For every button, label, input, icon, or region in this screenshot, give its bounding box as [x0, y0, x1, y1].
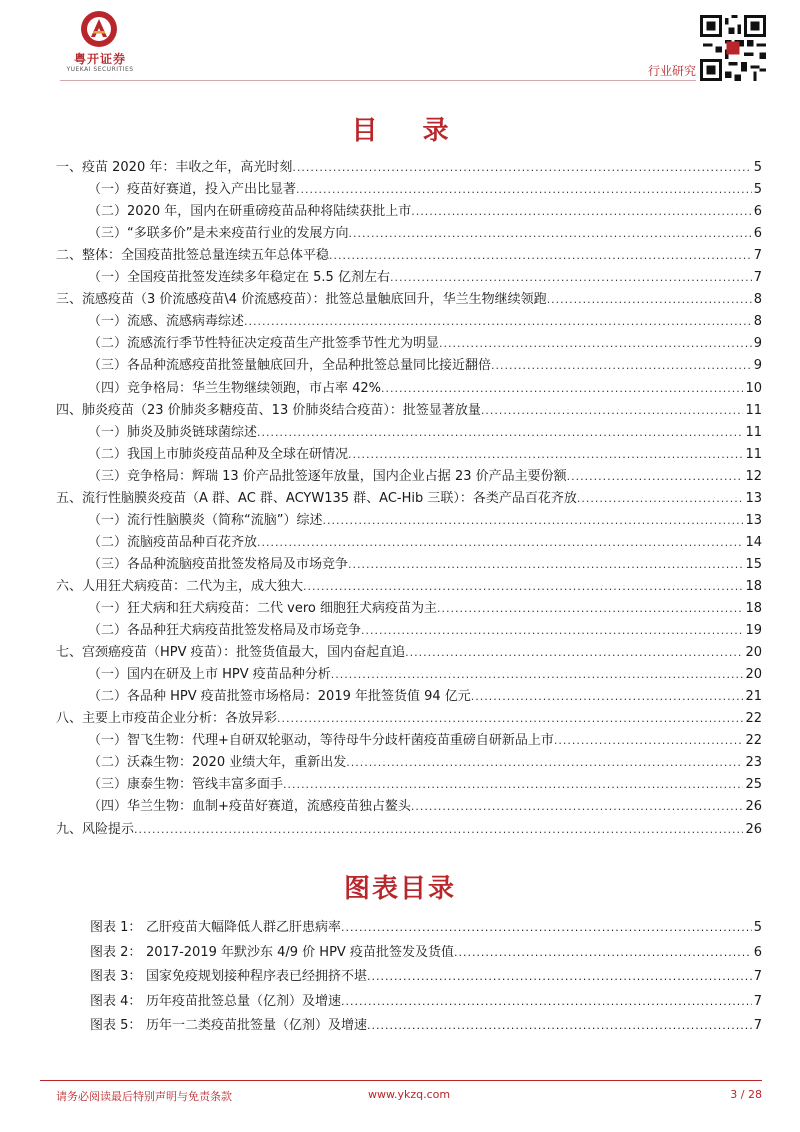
- toc-entry-label: （一）智飞生物：代理+自研双轮驱动，等待母牛分歧杆菌疫苗重磅自研新品上市: [88, 733, 554, 749]
- toc-entry-page: 23: [745, 755, 762, 771]
- toc-entry-page: 6: [753, 226, 762, 242]
- toc-entry-page: 21: [745, 689, 762, 705]
- figure-entry[interactable]: [90, 1014, 762, 1034]
- toc-entry-label: （三）竞争格局：辉瑞 13 价产品批签逐年放量，国内企业占据 23 价产品主要份额: [88, 468, 567, 484]
- toc-entry-label: （二）各品种 HPV 疫苗批签市场格局：2019 年批签货值 94 亿元: [88, 689, 471, 705]
- figure-label: 历年疫苗批签总量（亿剂）及增速: [146, 993, 342, 1009]
- toc-entry-page: 14: [745, 534, 762, 550]
- toc-entry-page: 13: [745, 490, 762, 506]
- toc-entry-page: 19: [745, 623, 762, 639]
- toc-entry-page: 11: [745, 402, 762, 418]
- toc-leader-dots: [491, 358, 752, 374]
- figures-title: 图表目录: [343, 874, 456, 904]
- toc-entry[interactable]: [56, 487, 762, 507]
- toc-entry[interactable]: [88, 531, 762, 551]
- footer-disclaimer: 请务必阅读最后特别声明与免责条款: [56, 1090, 232, 1103]
- figure-leader-dots: [341, 920, 752, 936]
- figure-number: 图表 4：: [90, 993, 142, 1009]
- figure-number: 图表 2：: [90, 944, 142, 960]
- toc-leader-dots: [554, 733, 744, 749]
- toc-entry-label: （三）各品种流感疫苗批签量触底回升，全品种批签总量同比接近翻倍: [88, 358, 492, 374]
- toc-leader-dots: [390, 270, 752, 286]
- toc-entry[interactable]: [88, 773, 762, 793]
- toc-leader-dots: [283, 777, 743, 793]
- toc-entry-page: 11: [745, 446, 762, 462]
- toc-entry-page: 22: [745, 711, 762, 727]
- toc-leader-dots: [348, 557, 743, 573]
- toc-entry-page: 12: [745, 468, 762, 484]
- figure-leader-dots: [454, 945, 752, 961]
- toc-entry-page: 26: [745, 821, 762, 837]
- toc-leader-dots: [411, 799, 744, 815]
- toc-entry-label: （一）国内在研及上市 HPV 疫苗品种分析: [88, 667, 331, 683]
- toc-entry-label: （一）流感、流感病毒综述: [88, 314, 245, 330]
- toc-entry-label: （三）康泰生物：管线丰富多面手: [88, 777, 284, 793]
- header-divider: [60, 80, 696, 81]
- page-header: [0, 0, 800, 90]
- toc-entry[interactable]: [56, 244, 762, 264]
- figure-leader-dots: [341, 994, 752, 1010]
- toc-entry-label: （一）流行性脑膜炎（简称“流脑”）综述: [88, 512, 323, 528]
- toc-entry-label: 三、流感疫苗（3 价流感疫苗\4 价流感疫苗）：批签总量触底回升，华兰生物继续领跑: [56, 292, 547, 308]
- figure-page: 6: [753, 944, 762, 960]
- toc-entry[interactable]: [56, 288, 762, 308]
- figure-page: 5: [753, 920, 762, 935]
- company-logo: [60, 10, 140, 74]
- toc-entry-page: 20: [745, 645, 762, 661]
- toc-entry-page: 11: [745, 424, 762, 440]
- toc-entry-label: （二）沃森生物：2020 业绩大年，重新出发: [88, 755, 347, 771]
- toc-entry-page: 7: [753, 248, 762, 264]
- toc-leader-dots: [296, 182, 752, 198]
- toc-entry[interactable]: [88, 663, 762, 683]
- brand-name-en: YUEKAI SECURITIES: [66, 66, 134, 73]
- toc-entry[interactable]: [88, 222, 762, 242]
- toc-entry-label: 二、整体：全国疫苗批签总量连续五年总体平稳: [56, 248, 330, 264]
- brand-name-cn: 粤开证券: [73, 52, 126, 66]
- toc-entry-label: 九、风险提示: [56, 821, 135, 837]
- toc-entry-label: （三）各品种流脑疫苗批签发格局及市场竞争: [88, 556, 349, 572]
- toc-entry-page: 18: [745, 578, 762, 594]
- figure-label: 2017-2019 年默沙东 4/9 价 HPV 疫苗批签发及货值: [146, 944, 454, 960]
- toc-leader-dots: [331, 667, 744, 683]
- toc-entry[interactable]: [88, 332, 762, 352]
- toc-entry-page: 22: [745, 733, 762, 749]
- toc-entry[interactable]: [88, 465, 762, 485]
- footer-divider: [40, 1080, 762, 1081]
- figure-page: 7: [753, 969, 762, 985]
- toc-entry[interactable]: [88, 421, 762, 441]
- figure-page: 7: [753, 993, 762, 1009]
- toc-leader-dots: [439, 336, 752, 352]
- footer-website: www.ykzq.com: [368, 1088, 451, 1101]
- toc-entry-page: 5: [753, 160, 762, 175]
- toc-leader-dots: [381, 381, 743, 397]
- toc-entry-page: 10: [745, 380, 762, 396]
- toc-entry-page: 8: [753, 314, 762, 330]
- figure-entry[interactable]: [90, 990, 762, 1010]
- toc-leader-dots: [244, 314, 752, 330]
- toc-leader-dots: [329, 248, 752, 264]
- toc-entry-label: （二）我国上市肺炎疫苗品种及全球在研情况: [88, 446, 349, 462]
- toc-entry-page: 18: [745, 601, 762, 616]
- toc-entry[interactable]: [88, 751, 762, 771]
- toc-leader-dots: [303, 579, 743, 595]
- toc-entry-label: （一）全国疫苗批签发连续多年稳定在 5.5 亿剂左右: [88, 270, 390, 286]
- toc-entry-label: 五、流行性脑膜炎疫苗（A 群、AC 群、ACYW135 群、AC-Hib 三联）：各类产品百花齐放: [56, 490, 577, 506]
- toc-entry[interactable]: [88, 310, 762, 330]
- toc-leader-dots: [257, 535, 743, 551]
- report-type-label: 行业研究: [647, 64, 696, 78]
- toc-leader-dots: [348, 226, 751, 242]
- toc-entry-label: 四、肺炎疫苗（23 价肺炎多糖疫苗、13 价肺炎结合疫苗）：批签显著放量: [56, 402, 481, 418]
- toc-entry-label: 七、宫颈癌疫苗（HPV 疫苗）：批签货值最大，国内奋起直追: [56, 645, 406, 661]
- logo-mark-icon: [80, 10, 118, 48]
- toc-entry[interactable]: [88, 443, 762, 463]
- toc-entry-page: 26: [745, 799, 762, 815]
- toc-leader-dots: [567, 469, 744, 485]
- toc-entry-label: （二）流脑疫苗品种百花齐放: [88, 534, 258, 550]
- toc-entry-label: （二）2020 年，国内在研重磅疫苗品种将陆续获批上市: [88, 204, 412, 220]
- toc-entry-label: （二）流感流行季节性特征决定疫苗生产批签季节性尤为明显: [88, 336, 440, 352]
- toc-leader-dots: [257, 425, 743, 441]
- toc-entry[interactable]: [88, 509, 762, 529]
- toc-entry[interactable]: [56, 156, 762, 176]
- toc-entry[interactable]: [56, 575, 762, 595]
- toc-entry-page: 13: [745, 512, 762, 528]
- toc-entry-page: 7: [753, 270, 762, 286]
- toc-entry-label: 一、疫苗 2020 年：丰收之年，高光时刻: [56, 160, 293, 175]
- toc-entry[interactable]: [56, 641, 762, 661]
- qr-code-icon: [700, 15, 766, 81]
- toc-entry-label: 八、主要上市疫苗企业分析：各放异彩: [56, 711, 278, 727]
- toc-entry[interactable]: [56, 818, 762, 838]
- toc-leader-dots: [292, 160, 751, 176]
- figure-entry[interactable]: [90, 916, 762, 936]
- toc-entry[interactable]: [88, 200, 762, 220]
- toc-entry[interactable]: [88, 178, 762, 198]
- toc-entry-label: （四）华兰生物：血制+疫苗好赛道，流感疫苗独占鳌头: [88, 799, 411, 815]
- toc-entry-label: （一）狂犬病和狂犬病疫苗：二代 vero 细胞狂犬病疫苗为主: [88, 601, 437, 616]
- toc-leader-dots: [411, 204, 752, 220]
- toc-leader-dots: [405, 645, 743, 661]
- toc-leader-dots: [437, 601, 743, 617]
- toc-title: 目 录: [351, 116, 467, 146]
- toc-entry-label: 六、人用狂犬病疫苗：二代为主，成大独大: [56, 578, 304, 594]
- figure-page: 7: [753, 1018, 762, 1034]
- toc-entry-label: （一）疫苗好赛道，投入产出比显著: [88, 182, 297, 198]
- toc-leader-dots: [322, 513, 743, 529]
- toc-entry-label: （二）各品种狂犬病疫苗批签发格局及市场竞争: [88, 623, 362, 639]
- toc-entry[interactable]: [56, 399, 762, 419]
- toc-entry[interactable]: [88, 795, 762, 815]
- toc-entry-page: 20: [745, 667, 762, 683]
- toc-entry-page: 5: [753, 182, 762, 198]
- toc-entry-page: 9: [753, 336, 762, 352]
- toc-leader-dots: [348, 447, 743, 463]
- toc-leader-dots: [547, 292, 752, 308]
- toc-entry-label: （三）“多联多价”是未来疫苗行业的发展方向: [88, 226, 349, 242]
- toc-entry[interactable]: [88, 685, 762, 705]
- toc-entry[interactable]: [88, 597, 762, 617]
- toc-entry[interactable]: [88, 553, 762, 573]
- toc-leader-dots: [361, 623, 743, 639]
- toc-entry[interactable]: [88, 619, 762, 639]
- toc-leader-dots: [277, 711, 743, 727]
- toc-entry-page: 25: [745, 777, 762, 793]
- toc-leader-dots: [471, 689, 744, 705]
- figure-leader-dots: [367, 969, 752, 985]
- figure-number: 图表 3：: [90, 969, 142, 985]
- toc-entry-page: 15: [745, 556, 762, 572]
- figure-leader-dots: [367, 1018, 752, 1034]
- figure-entry[interactable]: [90, 941, 762, 961]
- toc-entry-label: （四）竞争格局：华兰生物继续领跑，市占率 42%: [88, 380, 382, 396]
- figure-label: 乙肝疫苗大幅降低人群乙肝患病率: [146, 920, 342, 935]
- figure-number: 图表 5：: [90, 1018, 142, 1034]
- toc-entry[interactable]: [88, 266, 762, 286]
- toc-entry[interactable]: [56, 707, 762, 727]
- toc-entry[interactable]: [88, 354, 762, 374]
- toc-leader-dots: [134, 822, 743, 838]
- toc-entry-page: 8: [753, 292, 762, 308]
- toc-entry[interactable]: [88, 377, 762, 397]
- toc-leader-dots: [346, 755, 743, 771]
- toc-entry-page: 6: [753, 204, 762, 220]
- figure-label: 国家免疫规划接种程序表已经拥挤不堪: [146, 969, 368, 985]
- toc-leader-dots: [481, 403, 744, 419]
- figure-entry[interactable]: [90, 965, 762, 985]
- toc-entry-label: （一）肺炎及肺炎链球菌综述: [88, 424, 258, 440]
- toc-entry[interactable]: [88, 729, 762, 749]
- figure-number: 图表 1：: [90, 920, 142, 935]
- toc-entry-page: 9: [753, 358, 762, 374]
- toc-leader-dots: [577, 491, 744, 507]
- page-number: 3 / 28: [730, 1088, 762, 1101]
- figure-label: 历年一二类疫苗批签量（亿剂）及增速: [146, 1018, 368, 1034]
